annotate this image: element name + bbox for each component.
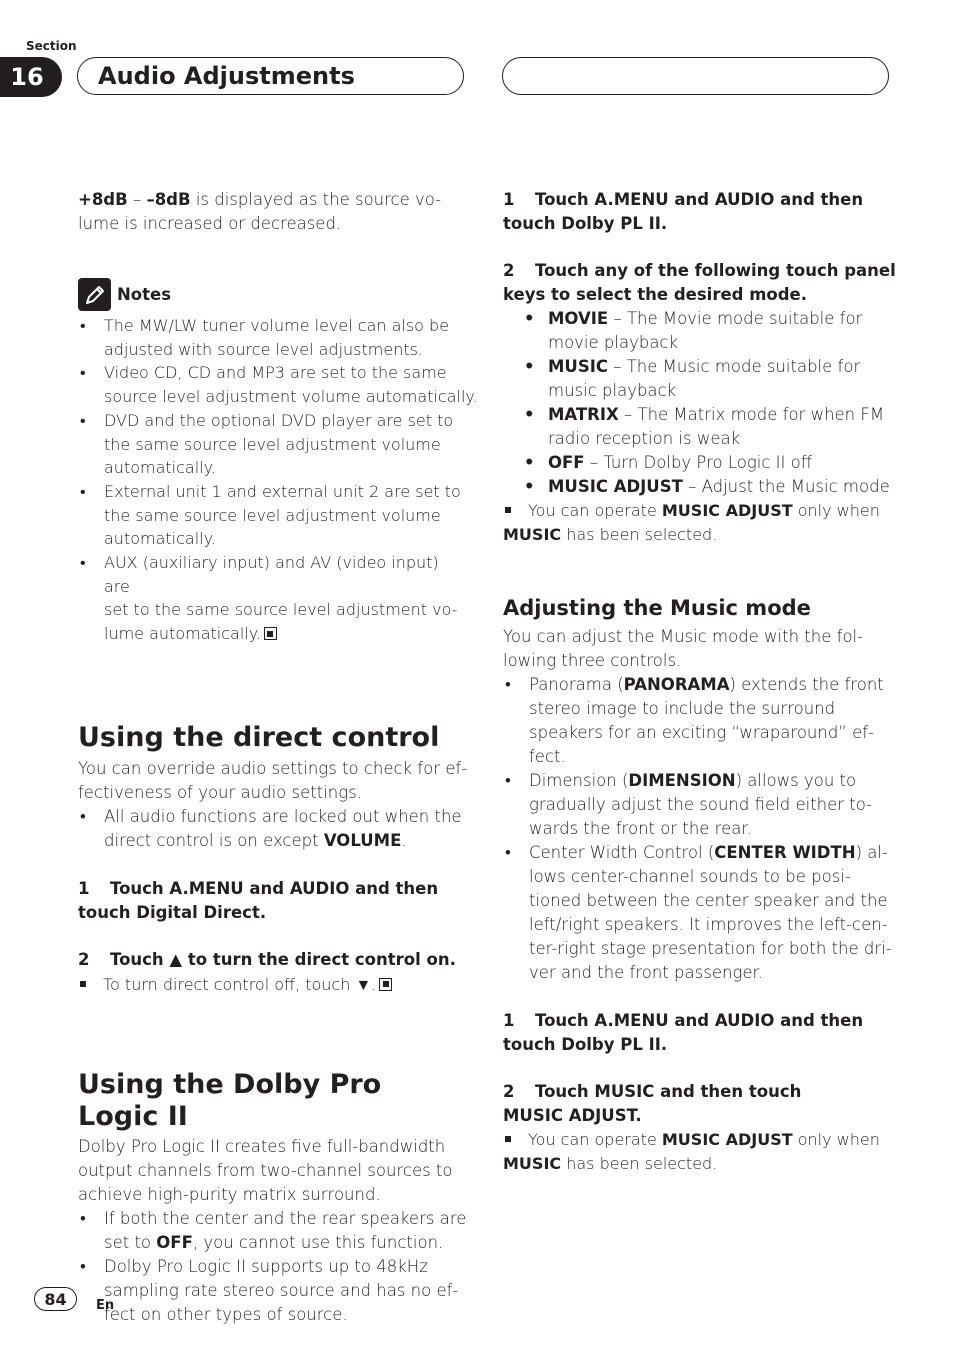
intro-dash: – (127, 190, 147, 209)
dolby-bullet: • If both the center and the rear speakers are set to OFF, you cannot use this function. (78, 1207, 468, 1255)
intro-text-a: is displayed as the source vo- (190, 190, 442, 209)
mode-note: You can operate MUSIC ADJUST only when (503, 499, 898, 523)
direct-bullet: • All audio functions are locked out when the direct control is on except VOLUME. (78, 805, 468, 853)
dolby-heading: Using the Dolby Pro Logic II (78, 1069, 382, 1133)
mode-note-cont: MUSIC has been selected. (503, 524, 718, 544)
right-column (503, 188, 898, 1175)
note-item: • External unit 1 and external unit 2 are set to the same source level adjustment volume automatically. (78, 480, 468, 551)
music-note: You can operate MUSIC ADJUST only when (503, 1128, 898, 1152)
music-intro: You can adjust the Music mode with the fol- lowing three controls. (503, 627, 864, 670)
section-number-badge: 16 (0, 57, 62, 97)
direct-control-heading: Using the direct control (78, 721, 440, 753)
language-label: En (96, 1298, 115, 1313)
dolby-step-2: 2 Touch any of the following touch panel keys to select the desired mode. (503, 261, 896, 304)
direct-step-2: 2 Touch ▲ to turn the direct control on. (78, 949, 456, 969)
mode-item-off: • OFF – Turn Dolby Pro Logic II off (503, 451, 898, 475)
direct-step-1: 1 Touch A.MENU and AUDIO and then touch Digital Direct. (78, 878, 439, 922)
control-panorama: • Panorama (PANORAMA) extends the front stereo image to include the surround speakers for an exciting “wraparound” ef- fect. (503, 673, 898, 769)
music-controls-list (503, 673, 898, 985)
end-mark-icon (379, 978, 392, 991)
direct-bullets (78, 805, 468, 853)
note-item: • The MW/LW tuner volume level can also be adjusted with source level adjustments. (78, 314, 468, 361)
pencil-note-icon (78, 278, 111, 311)
header-right-box (502, 57, 889, 95)
note-item: • AUX (auxiliary input) and AV (video input) are set to the same source level adjustment vo- lume automatically. (78, 551, 468, 646)
notes-heading-text: Notes (117, 284, 172, 304)
note-item: • Video CD, CD and MP3 are set to the same source level adjustment volume automatically. (78, 361, 468, 408)
section-title: Audio Adjustments (98, 62, 355, 90)
square-bullet-icon (505, 507, 511, 513)
left-column (78, 188, 478, 1327)
mode-item-movie: • MOVIE – The Movie mode suitable for movie playback (503, 307, 898, 355)
direct-intro: You can override audio settings to check for ef- fectiveness of your audio settings. (78, 758, 468, 802)
music-mode-heading: Adjusting the Music mode (503, 596, 811, 620)
notes-list (78, 314, 478, 646)
intro-bold-plus: +8dB (78, 190, 128, 209)
direct-note: To turn direct control off, touch ▼. (78, 973, 468, 997)
mode-item-matrix: • MATRIX – The Matrix mode for when FM radio reception is weak (503, 403, 898, 451)
music-step-1: 1 Touch A.MENU and AUDIO and then touch Dolby PL II. (503, 1011, 864, 1054)
section-label: Section (26, 39, 77, 53)
notes-heading (78, 278, 468, 311)
dolby-intro: Dolby Pro Logic II creates five full-bandwidth output channels from two-channel sources to achieve high-purity matrix surround. (78, 1137, 453, 1205)
end-mark-icon (264, 627, 277, 640)
control-center-width: • Center Width Control (CENTER WIDTH) al- lows center-channel sounds to be posi- tioned between the center speaker and the left/right speakers. It improves the left-cen- ter-right stage presentation for both the dri- ver and the front passenger. (503, 841, 898, 985)
section-title-box (77, 57, 464, 95)
page-number: 84 (34, 1287, 77, 1311)
music-note-cont: MUSIC has been selected. (503, 1153, 718, 1173)
intro-paragraph (78, 188, 468, 236)
music-step-2: 2 Touch MUSIC and then touch MUSIC ADJUST. (503, 1082, 802, 1125)
square-bullet-icon (505, 1136, 511, 1142)
note-item: • DVD and the optional DVD player are set to the same source level adjustment volume automatically. (78, 409, 468, 480)
dolby-bullets (78, 1207, 468, 1327)
dolby-step-1: 1 Touch A.MENU and AUDIO and then touch Dolby PL II. (503, 190, 864, 233)
mode-item-music-adjust: • MUSIC ADJUST – Adjust the Music mode (503, 475, 898, 499)
mode-list (503, 307, 898, 499)
intro-bold-minus: –8dB (146, 190, 191, 209)
control-dimension: • Dimension (DIMENSION) allows you to gradually adjust the sound field either to- wards the front or the rear. (503, 769, 898, 841)
intro-text-b: lume is increased or decreased. (78, 214, 342, 233)
dolby-bullet: • Dolby Pro Logic II supports up to 48kHz sampling rate stereo source and has no ef- fect on other types of source. (78, 1255, 468, 1327)
mode-item-music: • MUSIC – The Music mode suitable for music playback (503, 355, 898, 403)
square-bullet-icon (80, 981, 86, 987)
